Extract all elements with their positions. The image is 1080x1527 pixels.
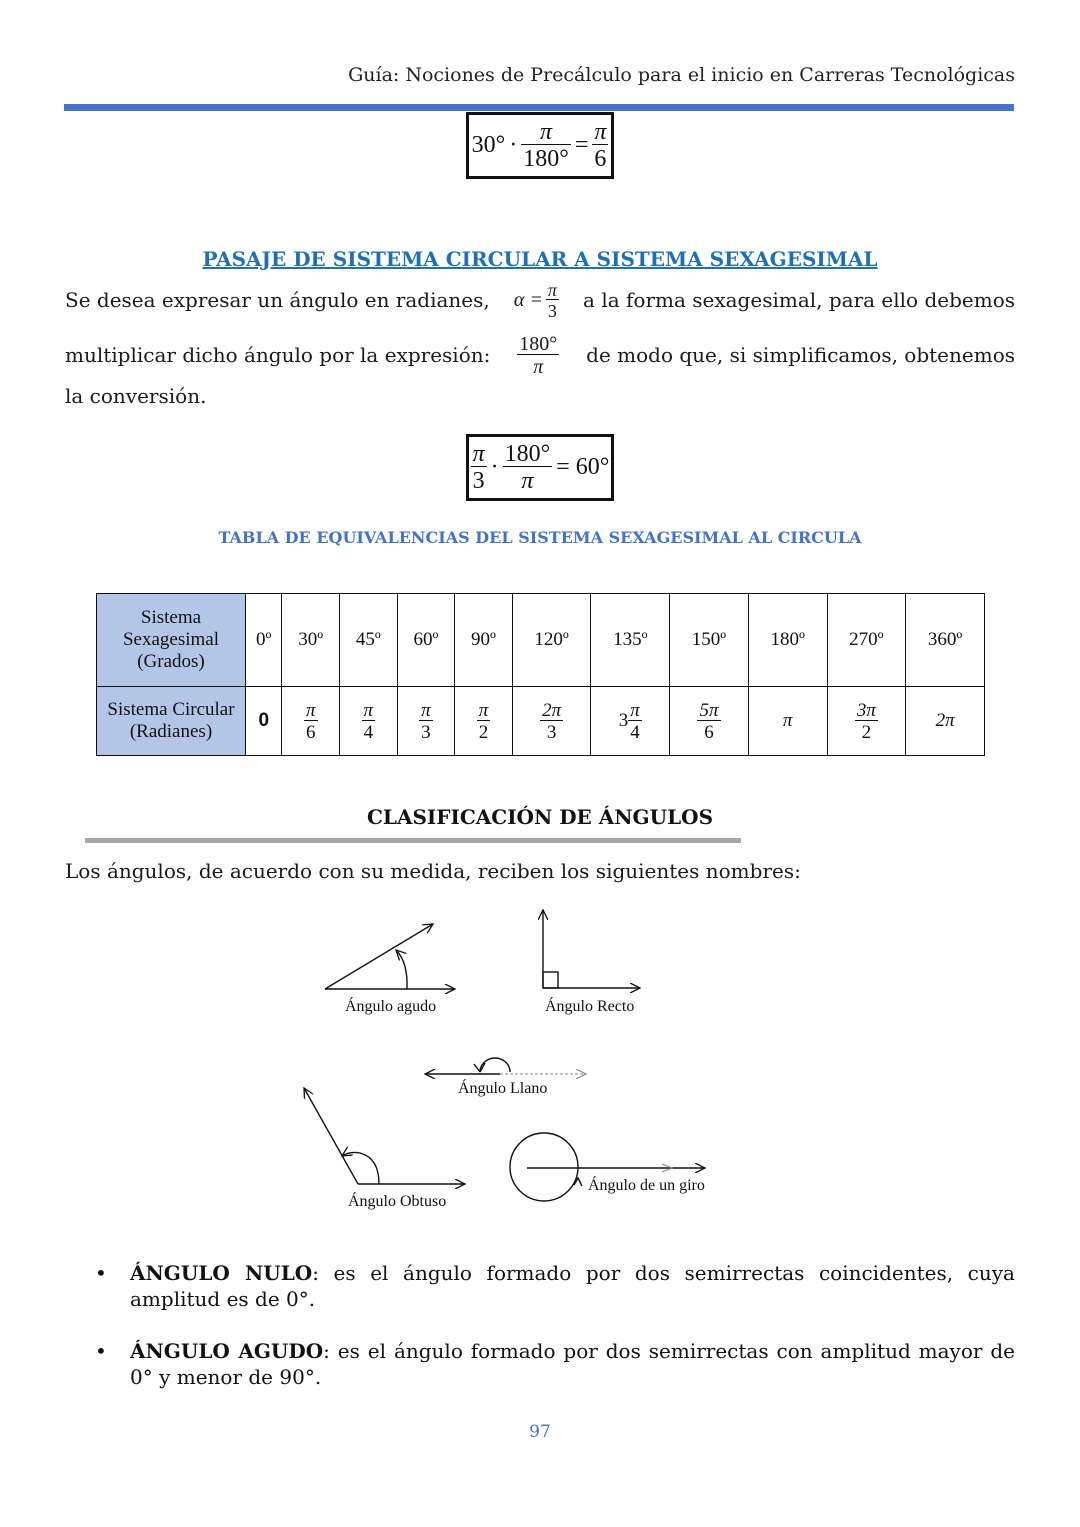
- term-acute-angle: ÁNGULO AGUDO: [130, 1339, 324, 1363]
- rad-num: π: [478, 699, 489, 721]
- rad-num: π: [305, 699, 316, 721]
- deg-cell: 135º: [591, 594, 670, 687]
- desc-null-angle: : es el ángulo formado por dos semirrectas coincidentes, cuya amplitud es de 0°.: [130, 1261, 1015, 1311]
- rad-cell: [591, 687, 670, 756]
- table-row-radians: [97, 687, 985, 756]
- rad-cell: [455, 687, 513, 756]
- term-null-angle: ÁNGULO NULO: [130, 1261, 313, 1285]
- straight-angle-figure: [425, 1058, 586, 1097]
- equivalence-table: [96, 593, 985, 756]
- formula1-frac2-den: 6: [592, 144, 608, 171]
- section-title-classification: CLASIFICACIÓN DE ÁNGULOS: [366, 805, 714, 829]
- deg-cell: 270º: [827, 594, 906, 687]
- deg-cell: 60º: [397, 594, 455, 687]
- deg-cell: 90º: [455, 594, 513, 687]
- page-number: 97: [529, 1422, 551, 1442]
- right-angle-figure: [543, 910, 640, 1015]
- formula1-frac2-num: π: [594, 119, 607, 145]
- p1-text-b: a la forma sexagesimal, para ello debemos: [583, 288, 1015, 312]
- paragraph-line-3: la conversión.: [65, 384, 207, 408]
- label-right: Ángulo Recto: [545, 998, 635, 1015]
- formula1-frac1-num: π: [539, 119, 553, 145]
- rad-den: 6: [304, 720, 318, 742]
- paragraph-line-1: [65, 279, 1015, 321]
- rad-cell: [670, 687, 749, 756]
- rad-num: 5π: [699, 699, 719, 721]
- label-straight: Ángulo Llano: [458, 1080, 548, 1097]
- p2-text-a: multiplicar dicho ángulo por la expresión:: [65, 343, 491, 367]
- acute-angle-figure: [325, 924, 455, 1015]
- conv-den: π: [517, 354, 559, 377]
- bullet-acute-angle: [95, 1338, 1015, 1390]
- table-row-degrees: [97, 594, 985, 687]
- formula2-result: = 60°: [556, 454, 610, 480]
- formula-deg-to-rad: 30° · $\frac{\pi}{180^\circ}$ = $\frac{\pi}{6}$: [466, 112, 614, 179]
- formula2-frac1-num: π: [472, 441, 485, 467]
- rad-den: 2: [477, 720, 491, 742]
- rad-cell: [512, 687, 591, 756]
- p2-text-b: de modo que, si simplificamos, obtenemos: [586, 343, 1015, 367]
- rad-num: π: [421, 699, 431, 721]
- deg-cell: 360º: [906, 594, 985, 687]
- rad-cell-zero: 0: [246, 687, 282, 756]
- deg-cell: 30º: [282, 594, 340, 687]
- rad-cell: [906, 687, 985, 756]
- row-label-radians: Sistema Circular (Radianes): [97, 687, 246, 756]
- label-acute: Ángulo agudo: [345, 998, 437, 1015]
- conv-num: 180°: [519, 332, 558, 355]
- alpha-symbol: α =: [513, 288, 543, 311]
- label-full-turn: Ángulo de un giro: [588, 1177, 705, 1194]
- obtuse-angle-figure: [304, 1088, 465, 1210]
- bullet-null-angle: [95, 1260, 1015, 1312]
- formula-rad-to-deg: $\frac{\pi}{3}$ · $\frac{180^\circ}{\pi}$ = 60°: [466, 434, 614, 501]
- rad-cell: [282, 687, 340, 756]
- rad-cell: [827, 687, 906, 756]
- page-header-title: Guía: Nociones de Precálculo para el inicio en Carreras Tecnológicas: [348, 64, 1015, 86]
- rad-den: 3: [540, 720, 563, 742]
- formula2-frac2-num: 180°: [504, 441, 551, 467]
- rad-num: π: [363, 699, 374, 721]
- rad-plain: 2π: [935, 710, 955, 731]
- desc-acute-angle: : es el ángulo formado por dos semirrectas con amplitud mayor de 0° y menor de 90°.: [130, 1339, 1016, 1389]
- angles-diagram: [290, 900, 730, 1220]
- full-turn-figure: [510, 1133, 705, 1201]
- rad-num: 2π: [542, 699, 562, 721]
- rad-num: π: [630, 699, 640, 721]
- p1-text-a: Se desea expresar un ángulo en radianes,: [65, 288, 490, 312]
- section-underline: [85, 838, 741, 843]
- label-obtuse: Ángulo Obtuso: [348, 1193, 447, 1210]
- rad-cell: [397, 687, 455, 756]
- deg-cell: 45º: [340, 594, 398, 687]
- bullet-dot: •: [95, 1339, 107, 1363]
- rad-den: 4: [628, 720, 642, 742]
- alpha-den: 3: [546, 299, 559, 320]
- formula2-frac2-den: π: [503, 466, 553, 493]
- header-divider: [64, 104, 1014, 111]
- formula1-frac1-den: 180°: [523, 146, 569, 172]
- table-title: TABLA DE EQUIVALENCIAS DEL SISTEMA SEXAGESIMAL AL CIRCULA: [218, 528, 862, 547]
- rad-den: 4: [362, 720, 376, 742]
- rad-plain: π: [782, 710, 793, 731]
- paragraph-line-2: [65, 328, 1015, 382]
- rad-cell: [340, 687, 398, 756]
- section-title-circular-to-sexagesimal: PASAJE DE SISTEMA CIRCULAR A SISTEMA SEXAGESIMAL: [202, 247, 878, 271]
- rad-num: 3π: [856, 699, 876, 721]
- classification-intro: Los ángulos, de acuerdo con su medida, reciben los siguientes nombres:: [65, 859, 801, 883]
- alpha-num: π: [547, 279, 557, 300]
- deg-cell: 150º: [670, 594, 749, 687]
- formula2-frac1-den: 3: [471, 466, 487, 493]
- formula1-eq: =: [574, 132, 589, 158]
- formula1-lhs: 30°: [471, 132, 506, 158]
- bullet-dot: •: [95, 1261, 107, 1285]
- rad-den: 2: [855, 720, 878, 742]
- rad-den: 3: [419, 720, 433, 742]
- deg-cell: 0º: [246, 594, 282, 687]
- row-label-degrees: Sistema Sexagesimal (Grados): [97, 594, 246, 687]
- rad-cell: [748, 687, 827, 756]
- rad-den: 6: [697, 720, 720, 742]
- deg-cell: 180º: [748, 594, 827, 687]
- deg-cell: 120º: [512, 594, 591, 687]
- rad-prefix: 3: [618, 709, 629, 731]
